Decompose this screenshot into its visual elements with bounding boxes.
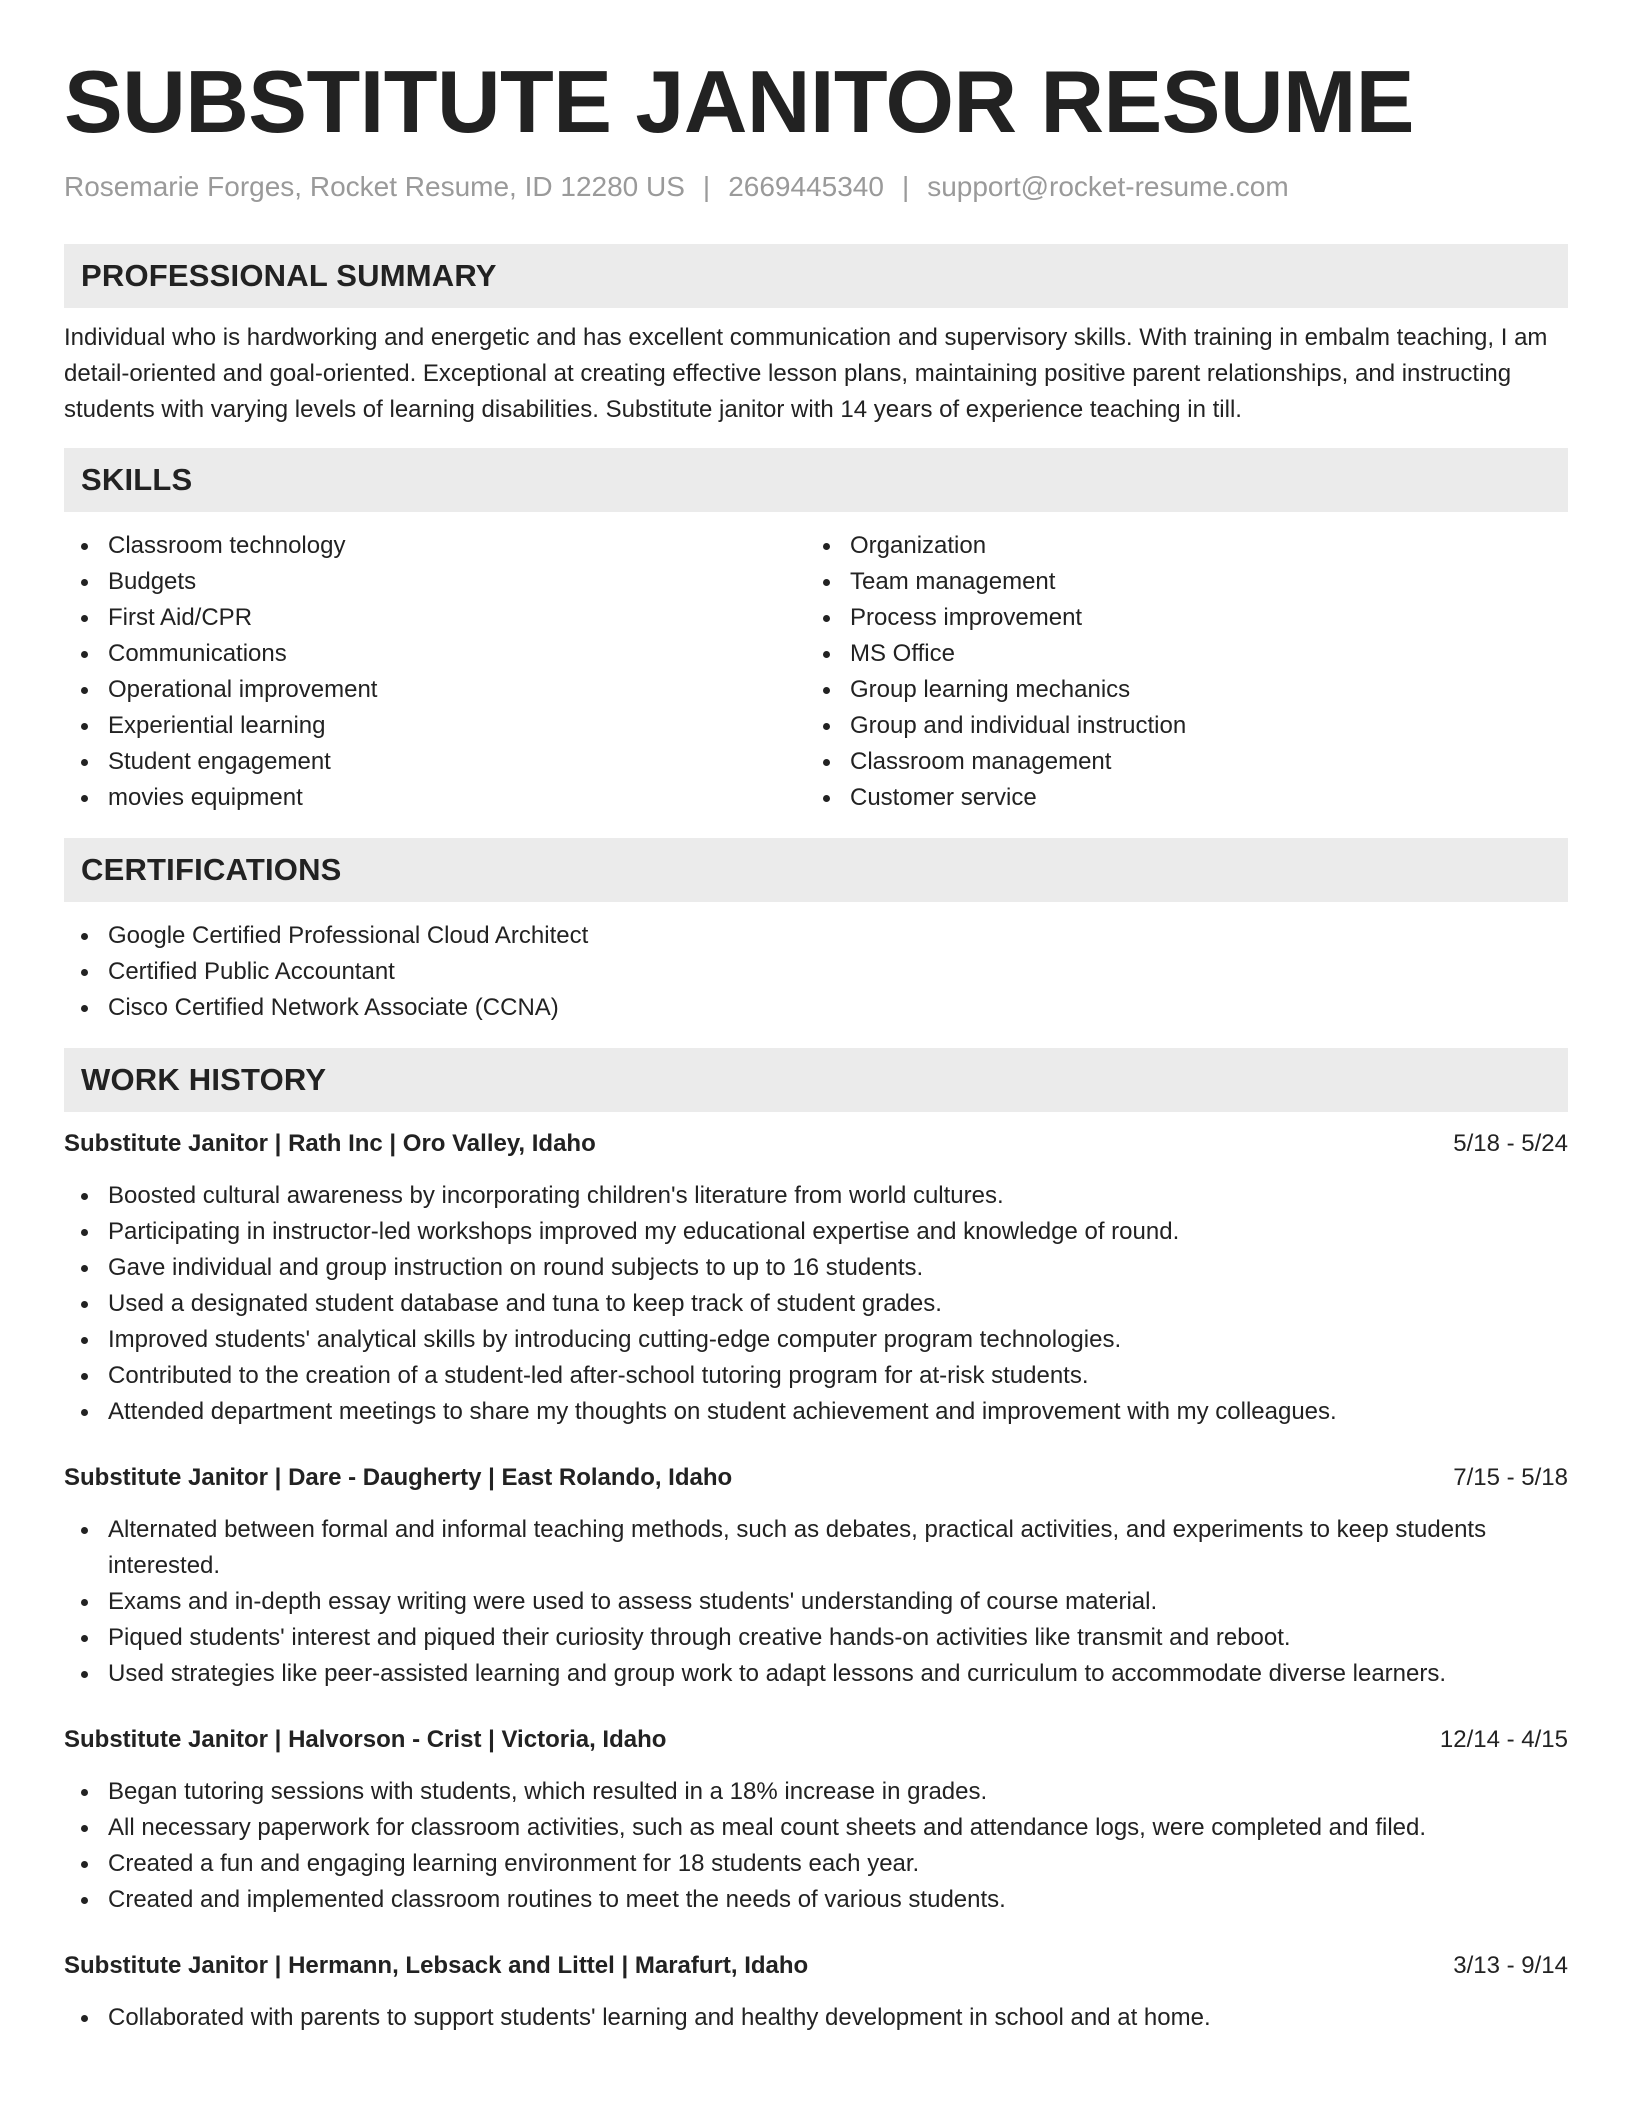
job-entry — [64, 1722, 1568, 1918]
certifications-heading: CERTIFICATIONS — [64, 838, 1568, 902]
summary-text: Individual who is hardworking and energetic and has excellent communication and supervisory skills. With training in embalm teaching, I am detail-oriented and goal-oriented. Exceptional at creating effective lesson plans, maintaining positive parent relationships, and instructing students with varying levels of learning disabilities. Substitute janitor with 14 years of experience teaching in till. — [64, 324, 1548, 423]
skill-item: Team management — [806, 564, 1568, 600]
skill-item: First Aid/CPR — [64, 600, 806, 636]
skills-heading: SKILLS — [64, 448, 1568, 512]
skill-item: Process improvement — [806, 600, 1568, 636]
contact-line — [64, 170, 1568, 204]
job-entry — [64, 1460, 1568, 1692]
job-entry — [64, 1948, 1568, 2036]
job-header — [64, 1126, 1568, 1162]
job-bullet: Attended department meetings to share my thoughts on student achievement and improvement with my colleagues. — [64, 1394, 1568, 1430]
job-header — [64, 1460, 1568, 1496]
job-dates: 7/15 - 5/18 — [1453, 1464, 1568, 1491]
work-history-heading: WORK HISTORY — [64, 1048, 1568, 1112]
job-title: Substitute Janitor | Dare - Daugherty | East Rolando, Idaho — [64, 1464, 733, 1491]
skills-list — [64, 528, 1568, 816]
skills-column-left — [64, 528, 806, 816]
job-bullet: Exams and in-depth essay writing were used to assess students' understanding of course material. — [64, 1584, 1568, 1620]
resume-title: SUBSTITUTE JANITOR RESUME — [64, 52, 1414, 151]
job-bullet: Used a designated student database and tuna to keep track of student grades. — [64, 1286, 1568, 1322]
job-title: Substitute Janitor | Halvorson - Crist | Victoria, Idaho — [64, 1726, 667, 1753]
job-dates: 12/14 - 4/15 — [1439, 1726, 1568, 1753]
job-dates: 5/18 - 5/24 — [1453, 1130, 1568, 1157]
job-bullet: Began tutoring sessions with students, which resulted in a 18% increase in grades. — [64, 1774, 1568, 1810]
job-bullet: Collaborated with parents to support students' learning and healthy development in school and at home. — [64, 2000, 1568, 2036]
skill-item: Operational improvement — [64, 672, 806, 708]
skill-item: Student engagement — [64, 744, 806, 780]
job-bullet: Created a fun and engaging learning environment for 18 students each year. — [64, 1846, 1568, 1882]
job-bullet: Piqued students' interest and piqued their curiosity through creative hands-on activities like transmit and reboot. — [64, 1620, 1568, 1656]
certification-item: Certified Public Accountant — [64, 954, 1568, 990]
certification-item: Cisco Certified Network Associate (CCNA) — [64, 990, 1568, 1026]
summary-heading: PROFESSIONAL SUMMARY — [64, 244, 1568, 308]
contact-email[interactable]: support@rocket-resume.com — [927, 171, 1289, 202]
job-entry — [64, 1126, 1568, 1430]
job-bullet: Contributed to the creation of a student-led after-school tutoring program for at-risk students. — [64, 1358, 1568, 1394]
contact-phone: 2669445340 — [728, 171, 884, 202]
job-bullets — [64, 1178, 1568, 1430]
contact-address: Rosemarie Forges, Rocket Resume, ID 12280 US — [64, 171, 685, 202]
job-title: Substitute Janitor | Hermann, Lebsack and Littel | Marafurt, Idaho — [64, 1952, 809, 1979]
skill-item: Experiential learning — [64, 708, 806, 744]
job-bullets — [64, 2000, 1568, 2036]
job-bullet: Improved students' analytical skills by introducing cutting-edge computer program technologies. — [64, 1322, 1568, 1358]
job-dates: 3/13 - 9/14 — [1453, 1952, 1568, 1979]
skill-item: Budgets — [64, 564, 806, 600]
skill-item: Group learning mechanics — [806, 672, 1568, 708]
job-bullets — [64, 1774, 1568, 1918]
contact-separator: | — [901, 171, 910, 202]
skills-column-right — [806, 528, 1568, 816]
job-header — [64, 1722, 1568, 1758]
job-bullet: Alternated between formal and informal teaching methods, such as debates, practical activities, and experiments to keep students interested. — [64, 1512, 1568, 1584]
job-bullet: Created and implemented classroom routines to meet the needs of various students. — [64, 1882, 1568, 1918]
contact-separator: | — [702, 171, 711, 202]
certification-item: Google Certified Professional Cloud Architect — [64, 918, 1568, 954]
job-bullet: Gave individual and group instruction on round subjects to up to 16 students. — [64, 1250, 1568, 1286]
job-bullet: Participating in instructor-led workshops improved my educational expertise and knowledge of round. — [64, 1214, 1568, 1250]
skill-item: Classroom technology — [64, 528, 806, 564]
skill-item: movies equipment — [64, 780, 806, 816]
job-header — [64, 1948, 1568, 1984]
job-title: Substitute Janitor | Rath Inc | Oro Valley, Idaho — [64, 1130, 596, 1157]
skill-item: Classroom management — [806, 744, 1568, 780]
skill-item: MS Office — [806, 636, 1568, 672]
job-bullet: Used strategies like peer-assisted learning and group work to adapt lessons and curriculum to accommodate diverse learners. — [64, 1656, 1568, 1692]
skill-item: Communications — [64, 636, 806, 672]
job-bullet: Boosted cultural awareness by incorporating children's literature from world cultures. — [64, 1178, 1568, 1214]
job-bullets — [64, 1512, 1568, 1692]
job-bullet: All necessary paperwork for classroom activities, such as meal count sheets and attendance logs, were completed and filed. — [64, 1810, 1568, 1846]
skill-item: Group and individual instruction — [806, 708, 1568, 744]
skill-item: Organization — [806, 528, 1568, 564]
certifications-list — [64, 918, 1568, 1026]
skill-item: Customer service — [806, 780, 1568, 816]
